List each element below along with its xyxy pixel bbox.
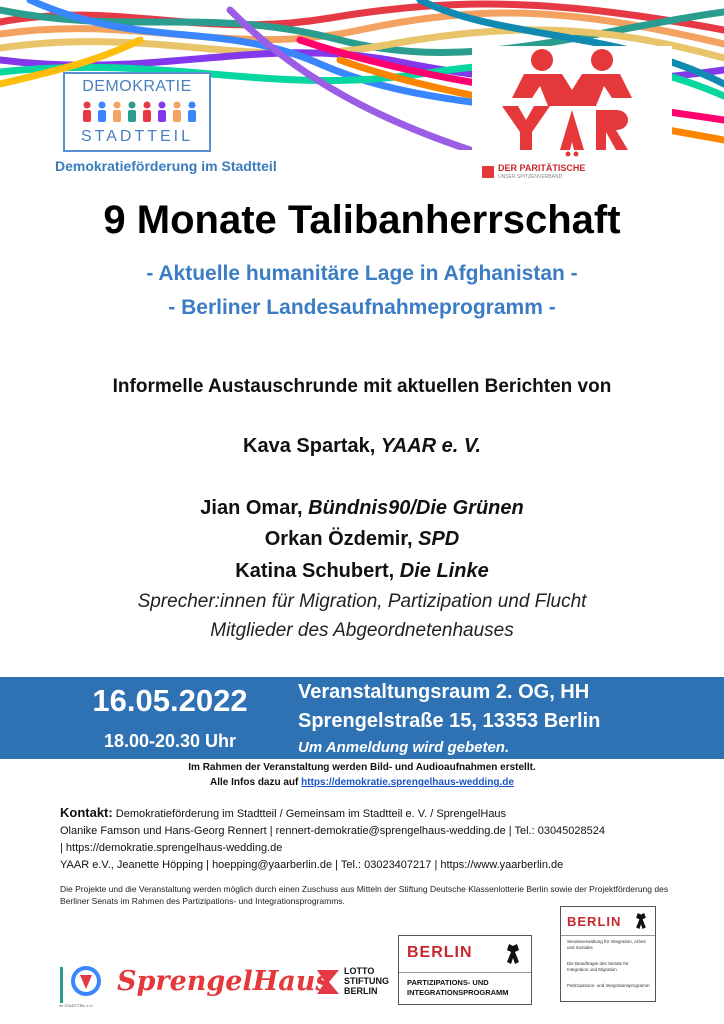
senat-line-3: Partizipations- und Integrationsprogramm [567, 983, 650, 988]
lotto-line-1: LOTTO [344, 966, 375, 976]
contact-line-2: Olanike Famson und Hans-Georg Rennert | rennert-demokratie@sprengelhaus-wedding.de | Tel.: 03045028524 [60, 825, 605, 837]
registration-note: Um Anmeldung wird gebeten. [298, 739, 510, 756]
paritaetische-logo [482, 163, 652, 183]
info-link[interactable]: https://demokratie.sprengelhaus-wedding.de [301, 777, 514, 788]
recording-note: Im Rahmen der Veranstaltung werden Bild- und Audioaufnahmen erstellt. [188, 762, 536, 773]
demokratie-logo-bottom-text: STADTTEIL [80, 128, 194, 145]
sprengelhaus-logo: SprengelHaus [117, 966, 331, 997]
speaker-org: YAAR e. V. [380, 435, 481, 457]
lotto-line-3: BERLIN [344, 986, 378, 996]
berlin-partizipation-logo [398, 935, 532, 1005]
speaker-name: Kava Spartak, [243, 435, 381, 457]
berlin-name: BERLIN [567, 914, 622, 929]
contact-line-3: | https://demokratie.sprengelhaus-wedding.de [60, 842, 283, 854]
page-title: 9 Monate Talibanherrschaft [103, 198, 621, 242]
demokratie-tagline: Demokratieförderung im Stadtteil [55, 158, 277, 174]
info-note [0, 777, 724, 788]
speaker-line [0, 497, 724, 520]
speaker-name: Jian Omar, [200, 497, 309, 519]
demokratie-logo-top-text: DEMOKRATIE [82, 78, 192, 95]
contact-org: Demokratieförderung im Stadtteil / Gemeinsam im Stadtteil e. V. / SprengelHaus [112, 808, 507, 820]
speaker-name: Katina Schubert, [235, 560, 400, 582]
subtitle-1: - Aktuelle humanitäre Lage in Afghanistan - [146, 262, 578, 285]
contact-line-1 [60, 804, 680, 823]
event-date: 16.05.2022 [92, 683, 248, 718]
contact-label: Kontakt: [60, 805, 113, 820]
divider [399, 972, 531, 973]
gemeinsam-im-stadtteil-logo [56, 963, 106, 1008]
lotto-stiftung-logo [315, 966, 389, 1000]
lotto-text [344, 966, 389, 996]
venue-line-2: Sprengelstraße 15, 13353 Berlin [298, 710, 601, 732]
intro-text: Informelle Austauschrunde mit aktuellen Berichten von [112, 376, 612, 397]
venue-line-1: Veranstaltungsraum 2. OG, HH [298, 681, 590, 703]
speaker-org: SPD [418, 528, 460, 550]
berlin-senat-logo [560, 906, 656, 1002]
speaker-line [0, 528, 724, 551]
gis-small-text: im STADTTEIL e.V. [59, 1003, 94, 1008]
speaker-line [0, 560, 724, 583]
speaker-line [0, 435, 724, 458]
yaar-logo [472, 46, 672, 158]
contact-block [60, 804, 680, 874]
lotto-line-2: STIFTUNG [344, 976, 389, 986]
berlin-program: PARTIZIPATIONS- UND INTEGRATIONSPROGRAMM [407, 978, 509, 997]
paritaetische-flag-icon [482, 166, 494, 178]
funding-note: Die Projekte und die Veranstaltung werden möglich durch einen Zuschuss aus Mitteln der Stiftung Deutsche Klassenlotterie Berlin sowie der Projektförderung des Berliner Senats im Rahmen des Partizipations- und Integrationsprogramms. [60, 884, 669, 906]
people-icon-row [79, 100, 199, 124]
roles-line-2: Mitglieder des Abgeordnetenhauses [210, 620, 514, 641]
roles-line-1: Sprecher:innen für Migration, Partizipation und Flucht [137, 591, 587, 612]
berlin-name: BERLIN [407, 944, 473, 961]
senat-line-1: Senatsverwaltung für Integration, Arbeit und Soziales [567, 939, 646, 950]
speaker-name: Orkan Özdemir, [264, 528, 419, 550]
speaker-org: Bündnis90/Die Grünen [308, 497, 524, 519]
paritaetische-sub: UNSER SPITZENVERBAND [498, 174, 563, 180]
event-time: 18.00-20.30 Uhr [103, 731, 237, 751]
paritaetische-name: DER PARITÄTISCHE [498, 163, 586, 173]
divider [561, 935, 655, 936]
berlin-bear-icon [503, 942, 523, 966]
lotto-mark-icon [315, 968, 341, 996]
berlin-bear-icon [633, 911, 649, 931]
info-note-prefix: Alle Infos dazu auf [210, 777, 302, 788]
contact-line-4: YAAR e.V., Jeanette Höpping | hoepping@yaarberlin.de | Tel.: 03023407217 | https://www.yaarberlin.de [60, 859, 564, 871]
subtitle-2: - Berliner Landesaufnahmeprogramm - [168, 296, 556, 319]
demokratie-stadtteil-logo [63, 72, 211, 152]
senat-line-2: Die Beauftragte des Senats für Integration und Migration [567, 961, 629, 972]
speaker-org: Die Linke [399, 560, 489, 582]
